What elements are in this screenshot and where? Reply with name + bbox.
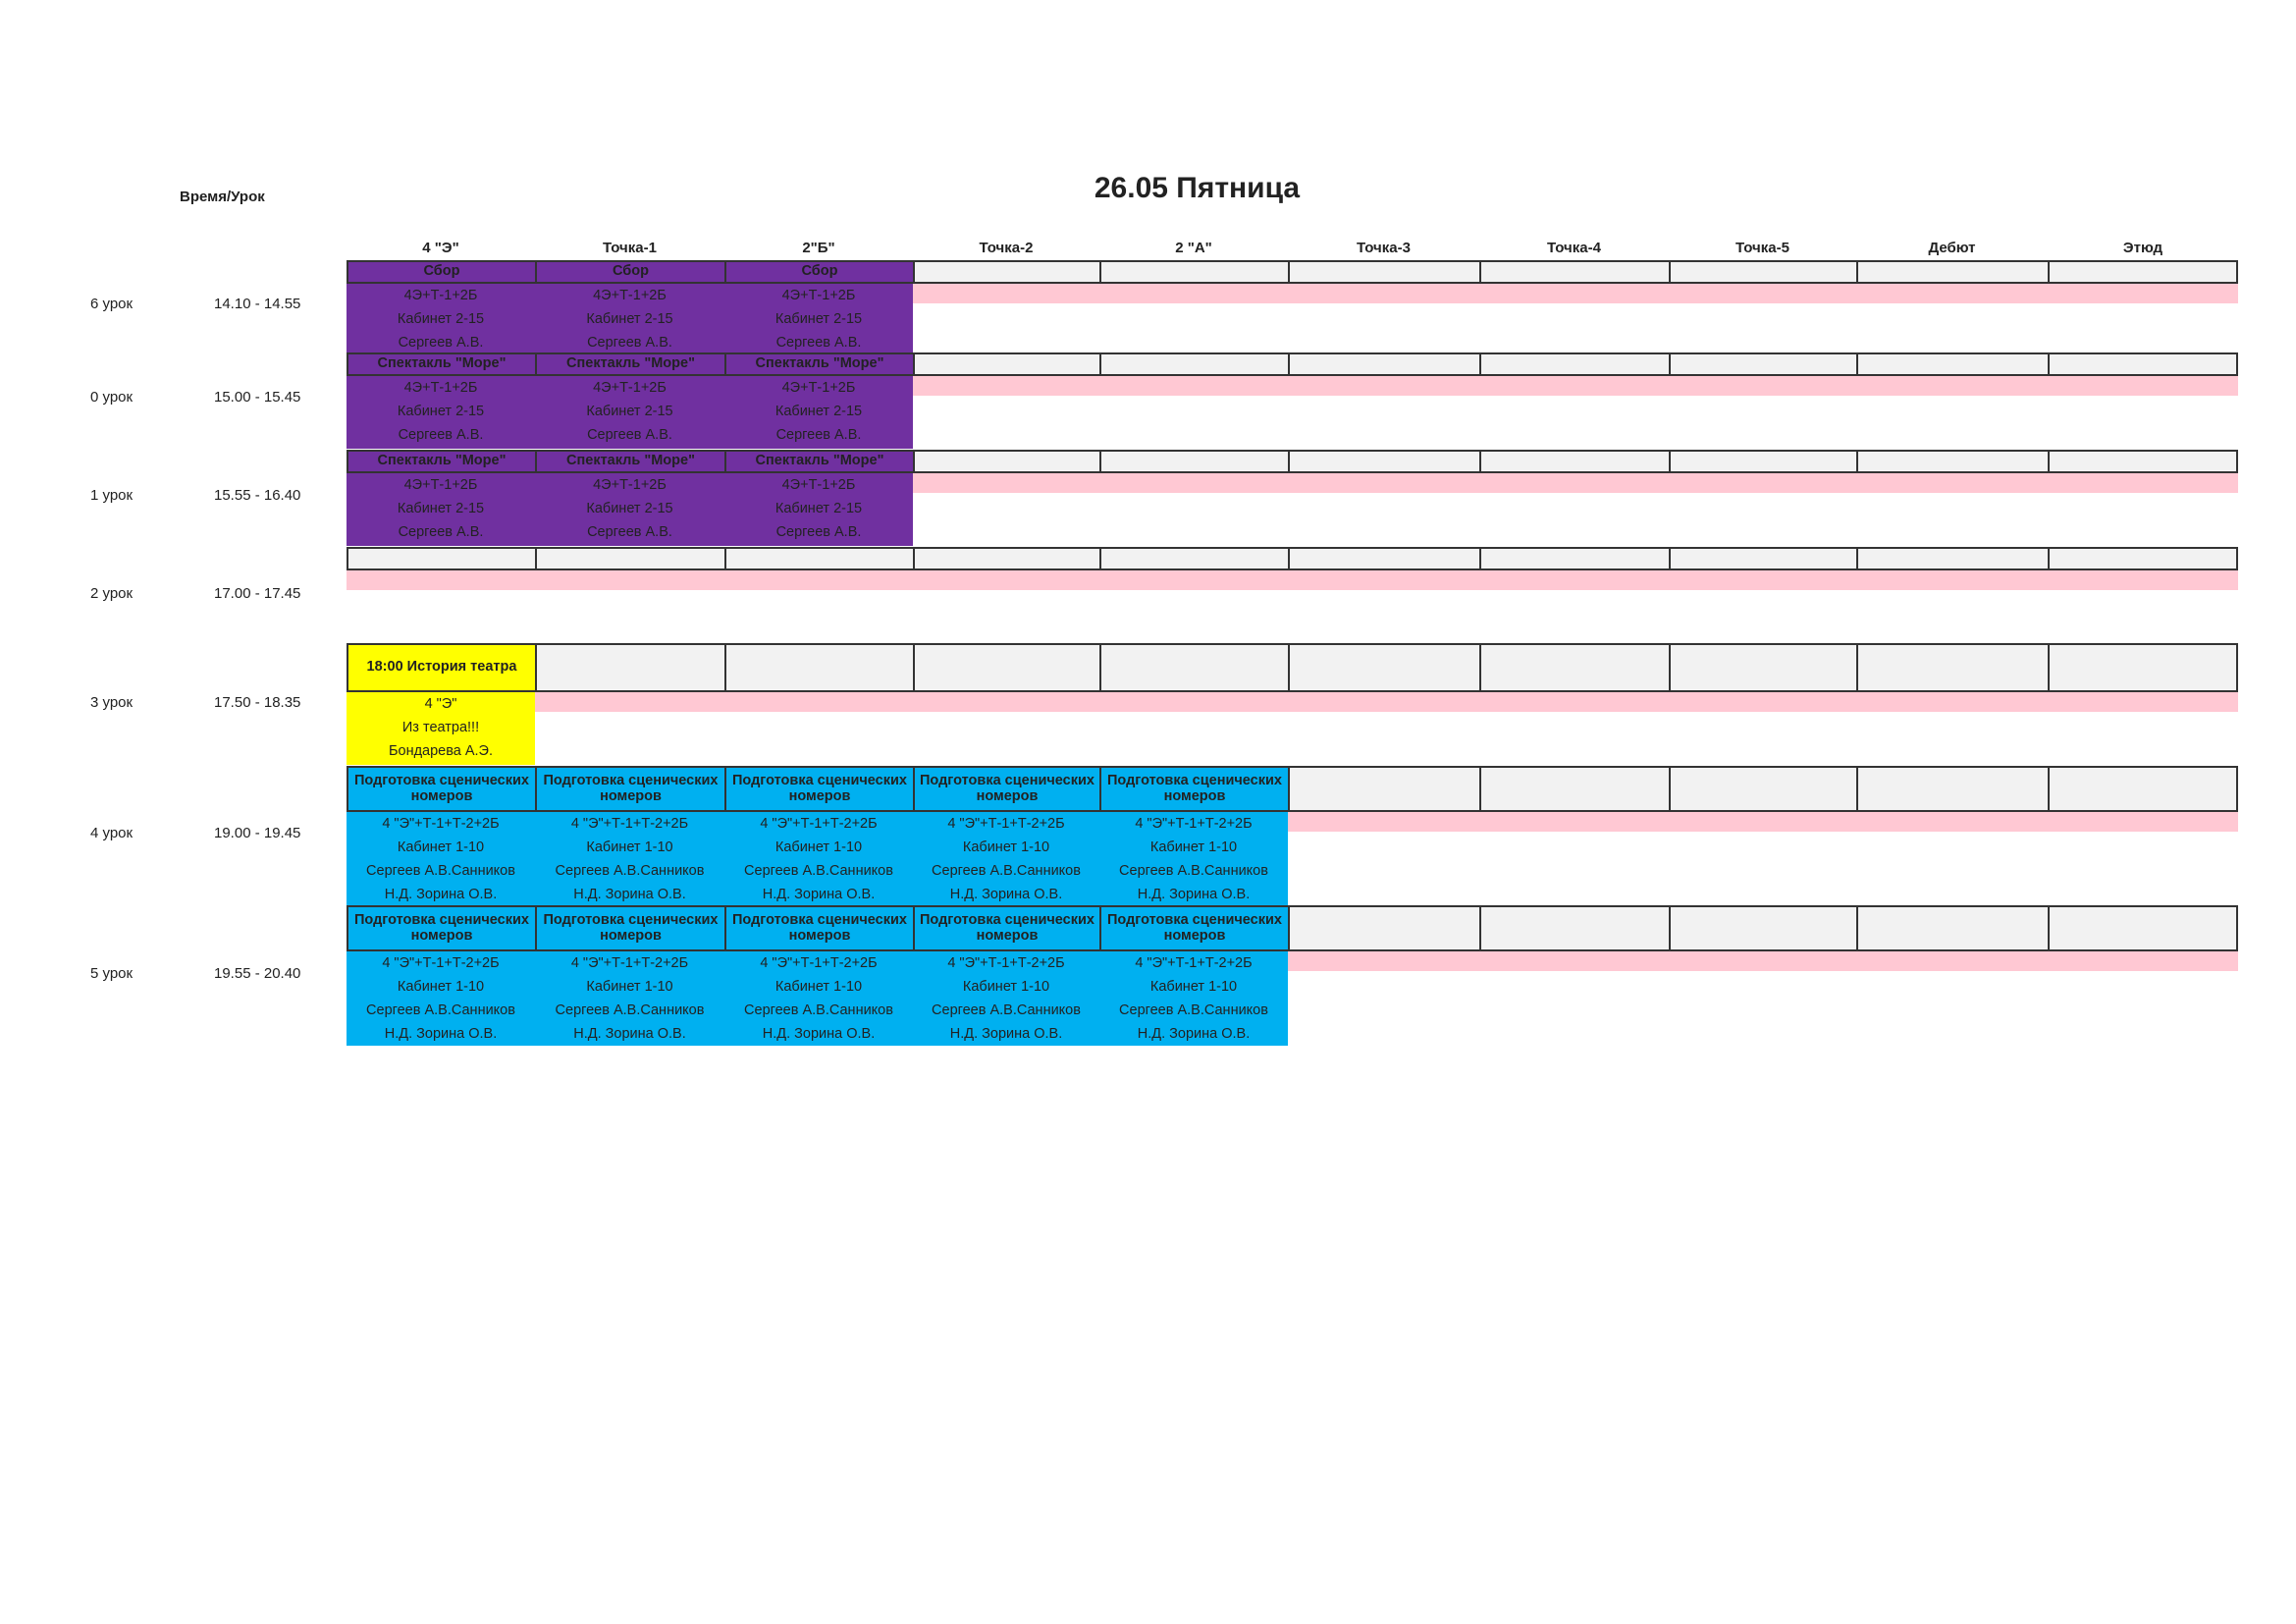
detail-line: 4Э+Т-1+2Б xyxy=(593,380,667,396)
empty-slot xyxy=(913,547,1101,570)
column-header: Точка-1 xyxy=(603,240,657,256)
detail-line: 4 "Э"+Т-1+Т-2+2Б xyxy=(570,955,689,971)
empty-slot xyxy=(1856,643,2050,692)
detail-line: Сергеев А.В. xyxy=(398,427,484,443)
empty-slot xyxy=(1856,547,2050,570)
detail-line: Кабинет 2-15 xyxy=(586,501,673,516)
empty-slot xyxy=(1099,547,1290,570)
time-lesson-header: Время/Урок xyxy=(180,189,265,205)
column-header: Точка-2 xyxy=(979,240,1034,256)
column-header: Точка-4 xyxy=(1547,240,1601,256)
detail-line: 4 "Э"+Т-1+Т-2+2Б xyxy=(570,816,689,832)
free-slot-bar xyxy=(913,284,2238,303)
lesson-label: 4 урок xyxy=(90,825,133,841)
lesson-time: 19.55 - 20.40 xyxy=(214,965,301,982)
empty-slot xyxy=(1288,905,1481,951)
column-header: Этюд xyxy=(2122,240,2163,256)
detail-line: Сергеев А.В. xyxy=(398,335,484,351)
empty-slot xyxy=(2048,643,2238,692)
session-details xyxy=(535,473,724,546)
detail-line: Кабинет 1-10 xyxy=(1149,979,1238,995)
free-slot-bar xyxy=(1288,812,2238,832)
session-details xyxy=(535,812,724,906)
detail-line: Сергеев А.В.Санников xyxy=(555,863,705,879)
session-details xyxy=(347,376,535,449)
session-header[interactable]: Сбор xyxy=(724,260,915,284)
detail-line: 4 "Э"+Т-1+Т-2+2Б xyxy=(760,955,878,971)
session-details xyxy=(535,284,724,356)
detail-line: Кабинет 2-15 xyxy=(586,404,673,419)
free-slot-bar xyxy=(347,570,2238,590)
detail-line: 4 "Э"+Т-1+Т-2+2Б xyxy=(947,816,1065,832)
session-details xyxy=(347,812,535,906)
session-header[interactable]: Подготовка сценических номеров xyxy=(724,766,915,812)
detail-line: Кабинет 1-10 xyxy=(1149,839,1238,855)
empty-slot xyxy=(347,547,537,570)
detail-line: 4Э+Т-1+2Б xyxy=(593,288,667,303)
session-header[interactable]: Подготовка сценических номеров xyxy=(347,766,537,812)
empty-slot xyxy=(2048,905,2238,951)
empty-slot xyxy=(1669,643,1858,692)
session-header[interactable]: Подготовка сценических номеров xyxy=(535,905,726,951)
detail-line: Кабинет 1-10 xyxy=(774,979,863,995)
detail-line: Н.Д. Зорина О.В. xyxy=(762,887,876,902)
empty-slot xyxy=(1856,766,2050,812)
session-header[interactable]: Спектакль "Море" xyxy=(535,450,726,473)
session-details xyxy=(347,692,535,765)
empty-slot xyxy=(1856,260,2050,284)
empty-slot xyxy=(1856,450,2050,473)
session-details xyxy=(535,376,724,449)
detail-line: 4Э+Т-1+2Б xyxy=(781,380,856,396)
detail-line: Кабинет 2-15 xyxy=(397,501,485,516)
session-header[interactable]: Спектакль "Море" xyxy=(347,450,537,473)
free-slot-bar xyxy=(913,473,2238,493)
empty-slot xyxy=(1669,352,1858,376)
lesson-time: 15.00 - 15.45 xyxy=(214,389,301,406)
session-details xyxy=(535,951,724,1046)
lesson-label: 6 урок xyxy=(90,296,133,312)
detail-line: Кабинет 2-15 xyxy=(586,311,673,327)
detail-line: Кабинет 1-10 xyxy=(397,839,485,855)
detail-line: Кабинет 2-15 xyxy=(774,404,863,419)
lesson-time: 17.50 - 18.35 xyxy=(214,694,301,711)
empty-slot xyxy=(2048,766,2238,812)
detail-line: Н.Д. Зорина О.В. xyxy=(1137,887,1251,902)
empty-slot xyxy=(1288,352,1481,376)
session-header[interactable]: Подготовка сценических номеров xyxy=(347,905,537,951)
empty-slot xyxy=(1479,643,1671,692)
detail-line: Н.Д. Зорина О.В. xyxy=(384,887,498,902)
detail-line: Н.Д. Зорина О.В. xyxy=(762,1026,876,1042)
detail-line: 4 "Э"+Т-1+Т-2+2Б xyxy=(1135,816,1253,832)
detail-line: Н.Д. Зорина О.В. xyxy=(949,887,1063,902)
empty-slot xyxy=(1099,260,1290,284)
detail-line: 4 "Э"+Т-1+Т-2+2Б xyxy=(947,955,1065,971)
detail-line: 4 "Э" xyxy=(424,696,457,712)
detail-line: 4 "Э"+Т-1+Т-2+2Б xyxy=(382,816,500,832)
column-header: 4 "Э" xyxy=(422,240,459,256)
empty-slot xyxy=(2048,352,2238,376)
lesson-time: 19.00 - 19.45 xyxy=(214,825,301,841)
lesson-time: 15.55 - 16.40 xyxy=(214,487,301,504)
detail-line: Сергеев А.В. xyxy=(398,524,484,540)
detail-line: Сергеев А.В. xyxy=(587,524,672,540)
detail-line: Сергеев А.В. xyxy=(587,427,672,443)
free-slot-bar xyxy=(913,376,2238,396)
lesson-label: 0 урок xyxy=(90,389,133,406)
column-header: Точка-5 xyxy=(1735,240,1789,256)
detail-line: Н.Д. Зорина О.В. xyxy=(949,1026,1063,1042)
empty-slot xyxy=(1669,766,1858,812)
session-header[interactable]: Подготовка сценических номеров xyxy=(1099,766,1290,812)
detail-line: Кабинет 2-15 xyxy=(397,404,485,419)
empty-slot xyxy=(1479,766,1671,812)
session-details xyxy=(724,812,913,906)
detail-line: Кабинет 1-10 xyxy=(586,979,673,995)
empty-slot xyxy=(1288,547,1481,570)
detail-line: Н.Д. Зорина О.В. xyxy=(384,1026,498,1042)
session-header[interactable]: Спектакль "Море" xyxy=(724,450,915,473)
empty-slot xyxy=(1288,260,1481,284)
session-details xyxy=(347,951,535,1046)
detail-line: Кабинет 2-15 xyxy=(774,501,863,516)
session-details xyxy=(913,951,1099,1046)
detail-line: Сергеев А.В.Санников xyxy=(366,863,515,879)
column-header: 2 "А" xyxy=(1175,240,1212,256)
empty-slot xyxy=(1099,352,1290,376)
detail-line: 4Э+Т-1+2Б xyxy=(593,477,667,493)
empty-slot xyxy=(2048,450,2238,473)
detail-line: Бондарева А.Э. xyxy=(388,743,494,759)
detail-line: Кабинет 1-10 xyxy=(962,979,1050,995)
detail-line: Сергеев А.В.Санников xyxy=(366,1002,515,1018)
column-header: 2"Б" xyxy=(802,240,835,256)
lesson-label: 2 урок xyxy=(90,585,133,602)
session-header[interactable]: Подготовка сценических номеров xyxy=(913,766,1101,812)
empty-slot xyxy=(1099,643,1290,692)
empty-slot xyxy=(913,450,1101,473)
empty-slot xyxy=(1669,547,1858,570)
session-details xyxy=(724,284,913,356)
empty-slot xyxy=(1856,905,2050,951)
detail-line: Кабинет 1-10 xyxy=(586,839,673,855)
detail-line: Кабинет 1-10 xyxy=(774,839,863,855)
session-header[interactable]: Подготовка сценических номеров xyxy=(724,905,915,951)
empty-slot xyxy=(724,547,915,570)
session-details xyxy=(724,951,913,1046)
detail-line: 4Э+Т-1+2Б xyxy=(403,288,478,303)
lesson-label: 5 урок xyxy=(90,965,133,982)
detail-line: 4 "Э"+Т-1+Т-2+2Б xyxy=(760,816,878,832)
session-header[interactable]: Подготовка сценических номеров xyxy=(1099,905,1290,951)
detail-line: Н.Д. Зорина О.В. xyxy=(573,1026,686,1042)
session-header[interactable]: Подготовка сценических номеров xyxy=(913,905,1101,951)
empty-slot xyxy=(1099,450,1290,473)
session-details xyxy=(724,473,913,546)
page-title: 26.05 Пятница xyxy=(1094,172,1301,204)
empty-slot xyxy=(1479,547,1671,570)
detail-line: Сергеев А.В. xyxy=(775,427,862,443)
session-header[interactable]: Сбор xyxy=(535,260,726,284)
detail-line: Сергеев А.В.Санников xyxy=(744,1002,893,1018)
free-slot-bar xyxy=(535,692,2238,712)
empty-slot xyxy=(724,643,915,692)
detail-line: Кабинет 1-10 xyxy=(397,979,485,995)
column-header: Дебют xyxy=(1928,240,1976,256)
session-details xyxy=(913,812,1099,906)
session-header[interactable]: 18:00 История театра xyxy=(347,643,537,692)
session-header[interactable]: Спектакль "Море" xyxy=(347,352,537,376)
detail-line: Сергеев А.В.Санников xyxy=(932,1002,1081,1018)
empty-slot xyxy=(535,643,726,692)
empty-slot xyxy=(1669,450,1858,473)
detail-line: Сергеев А.В. xyxy=(587,335,672,351)
session-details xyxy=(1099,951,1288,1046)
lesson-time: 14.10 - 14.55 xyxy=(214,296,301,312)
detail-line: Сергеев А.В.Санников xyxy=(1119,1002,1268,1018)
empty-slot xyxy=(1669,260,1858,284)
detail-line: 4 "Э"+Т-1+Т-2+2Б xyxy=(382,955,500,971)
empty-slot xyxy=(913,260,1101,284)
detail-line: Сергеев А.В.Санников xyxy=(744,863,893,879)
detail-line: Кабинет 2-15 xyxy=(397,311,485,327)
empty-slot xyxy=(1288,643,1481,692)
session-details xyxy=(724,376,913,449)
detail-line: Сергеев А.В.Санников xyxy=(1119,863,1268,879)
detail-line: Из театра!!! xyxy=(401,720,480,735)
lesson-time: 17.00 - 17.45 xyxy=(214,585,301,602)
detail-line: 4 "Э"+Т-1+Т-2+2Б xyxy=(1135,955,1253,971)
empty-slot xyxy=(2048,260,2238,284)
empty-slot xyxy=(1856,352,2050,376)
empty-slot xyxy=(1669,905,1858,951)
detail-line: Кабинет 2-15 xyxy=(774,311,863,327)
empty-slot xyxy=(1479,260,1671,284)
session-header[interactable]: Спектакль "Море" xyxy=(535,352,726,376)
detail-line: Сергеев А.В. xyxy=(775,524,862,540)
column-header: Точка-3 xyxy=(1357,240,1411,256)
detail-line: Н.Д. Зорина О.В. xyxy=(1137,1026,1251,1042)
session-details xyxy=(1099,812,1288,906)
empty-slot xyxy=(1288,450,1481,473)
detail-line: Сергеев А.В.Санников xyxy=(555,1002,705,1018)
detail-line: Кабинет 1-10 xyxy=(962,839,1050,855)
empty-slot xyxy=(913,352,1101,376)
empty-slot xyxy=(2048,547,2238,570)
empty-slot xyxy=(535,547,726,570)
detail-line: 4Э+Т-1+2Б xyxy=(781,288,856,303)
empty-slot xyxy=(1479,352,1671,376)
empty-slot xyxy=(1288,766,1481,812)
empty-slot xyxy=(1479,905,1671,951)
empty-slot xyxy=(913,643,1101,692)
detail-line: 4Э+Т-1+2Б xyxy=(403,477,478,493)
session-details xyxy=(347,284,535,356)
detail-line: Сергеев А.В. xyxy=(775,335,862,351)
session-header[interactable]: Подготовка сценических номеров xyxy=(535,766,726,812)
session-header[interactable]: Спектакль "Море" xyxy=(724,352,915,376)
detail-line: 4Э+Т-1+2Б xyxy=(781,477,856,493)
lesson-label: 3 урок xyxy=(90,694,133,711)
detail-line: Н.Д. Зорина О.В. xyxy=(573,887,686,902)
lesson-label: 1 урок xyxy=(90,487,133,504)
detail-line: Сергеев А.В.Санников xyxy=(932,863,1081,879)
empty-slot xyxy=(1479,450,1671,473)
free-slot-bar xyxy=(1288,951,2238,971)
session-header[interactable]: Сбор xyxy=(347,260,537,284)
session-details xyxy=(347,473,535,546)
detail-line: 4Э+Т-1+2Б xyxy=(403,380,478,396)
